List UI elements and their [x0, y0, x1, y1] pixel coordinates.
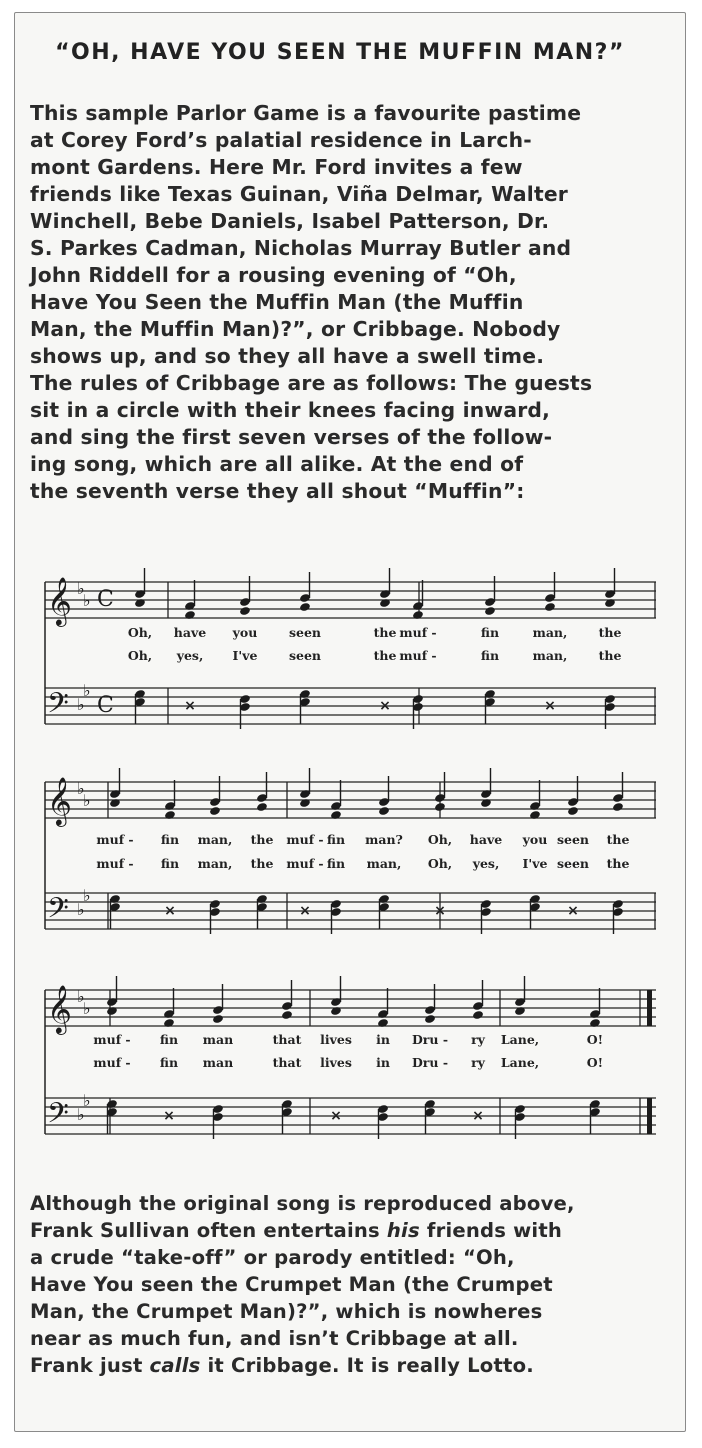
lyric-verse-1: Oh,: [427, 832, 453, 847]
flat-sign: ♭: [77, 987, 85, 1006]
lyric-verse-2: man,: [197, 856, 233, 871]
notehead: [484, 606, 496, 616]
notehead: [281, 1010, 293, 1020]
flat-sign: ♭: [77, 779, 85, 798]
flat-sign: ♭: [77, 900, 85, 919]
intro-line: Winchell, Bebe Daniels, Isabel Patterson, Dr.: [30, 209, 550, 233]
lyric-verse-1: the: [598, 625, 622, 640]
lyric-verse-2: in: [376, 1055, 390, 1070]
flat-sign: ♭: [77, 695, 85, 714]
notehead: [378, 806, 390, 816]
outro-text: Frank just: [30, 1354, 150, 1377]
rest-symbol: ×: [567, 903, 579, 919]
notehead: [212, 1014, 224, 1024]
lyric-verse-2: fin: [326, 856, 346, 871]
lyric-verse-1: ry: [471, 1032, 485, 1047]
notehead: [612, 802, 624, 812]
lyric-verse-2: Oh,: [127, 648, 153, 663]
lyric-verse-1: fin: [160, 832, 180, 847]
intro-line: John Riddell for a rousing evening of “Oh,: [30, 263, 517, 287]
lyric-verse-1: the: [373, 625, 397, 640]
emphasis-calls: calls: [149, 1354, 201, 1377]
flat-sign: ♭: [83, 791, 91, 810]
outro-line: Although the original song is reproduced above,: [30, 1192, 575, 1215]
emphasis-his: his: [386, 1219, 420, 1242]
lyric-verse-2: Lane,: [500, 1055, 540, 1070]
bass-clef: 𝄢: [47, 1097, 69, 1137]
outro-text: it Cribbage. It is really Lotto.: [200, 1354, 534, 1377]
notehead: [299, 602, 311, 612]
intro-line: shows up, and so they all have a swell time.: [30, 344, 545, 368]
common-time-sign: C: [97, 693, 114, 718]
lyric-verse-2: O!: [586, 1055, 604, 1070]
lyric-verse-2: that: [272, 1055, 302, 1070]
lyric-verse-2: lives: [320, 1055, 352, 1070]
intro-line: friends like Texas Guinan, Viña Delmar, Walter: [30, 182, 569, 206]
intro-line: Man, the Muffin Man)?”, or Cribbage. Nobody: [30, 317, 561, 341]
lyric-verse-1: fin: [480, 625, 500, 640]
lyric-verse-2: fin: [160, 856, 180, 871]
lyric-verse-2: Oh,: [427, 856, 453, 871]
lyric-verse-2: the: [250, 856, 274, 871]
treble-clef: 𝄞: [47, 984, 72, 1033]
lyric-verse-2: Dru -: [411, 1055, 449, 1070]
lyric-verse-1: man: [202, 1032, 234, 1047]
lyric-verse-2: man: [202, 1055, 234, 1070]
notehead: [209, 806, 221, 816]
lyric-verse-2: fin: [480, 648, 500, 663]
notehead: [434, 802, 446, 812]
notehead: [567, 806, 579, 816]
lyric-verse-1: in: [376, 1032, 390, 1047]
lyric-verse-1: O!: [586, 1032, 604, 1047]
outro-text: Frank Sullivan often entertains: [30, 1219, 387, 1242]
lyric-verse-1: have: [173, 625, 207, 640]
rest-symbol: ×: [379, 698, 391, 714]
lyric-verse-2: the: [606, 856, 630, 871]
intro-line: This sample Parlor Game is a favourite pastime: [30, 101, 582, 125]
intro-line: The rules of Cribbage are as follows: The guests: [30, 371, 593, 395]
lyric-verse-1: Lane,: [500, 1032, 540, 1047]
lyric-verse-1: seen: [288, 625, 322, 640]
lyric-verse-1: you: [232, 625, 258, 640]
final-barline: [647, 990, 652, 1026]
lyric-verse-1: muf -: [286, 832, 324, 847]
lyric-verse-1: man,: [532, 625, 568, 640]
outro-paragraph: [30, 1190, 642, 1379]
common-time-sign: C: [97, 587, 114, 612]
outro-line: [30, 1352, 642, 1379]
intro-line: S. Parkes Cadman, Nicholas Murray Butler and: [30, 236, 572, 260]
outro-line: a crude “take-off” or parody entitled: “Oh,: [30, 1246, 515, 1269]
lyric-verse-2: muf -: [399, 648, 437, 663]
lyric-verse-2: ry: [471, 1055, 485, 1070]
flat-sign: ♭: [83, 999, 91, 1018]
lyric-verse-1: have: [469, 832, 503, 847]
intro-line: mont Gardens. Here Mr. Ford invites a few: [30, 155, 523, 179]
bass-clef: 𝄢: [47, 687, 69, 727]
lyric-verse-2: yes,: [472, 856, 500, 871]
lyric-verse-1: seen: [556, 832, 590, 847]
lyric-verse-1: lives: [320, 1032, 352, 1047]
lyric-verse-2: the: [373, 648, 397, 663]
lyric-verse-2: seen: [556, 856, 590, 871]
article-title: “OH, HAVE YOU SEEN THE MUFFIN MAN?”: [55, 40, 625, 65]
notehead: [472, 1010, 484, 1020]
lyric-verse-2: man,: [532, 648, 568, 663]
lyric-verse-1: man,: [197, 832, 233, 847]
notehead: [256, 802, 268, 812]
lyric-verse-2: man,: [366, 856, 402, 871]
flat-sign: ♭: [77, 579, 85, 598]
lyric-verse-1: man?: [365, 832, 403, 847]
rest-symbol: ×: [163, 1108, 175, 1124]
lyric-verse-1: you: [522, 832, 548, 847]
rest-symbol: ×: [184, 698, 196, 714]
flat-sign: ♭: [83, 1091, 91, 1110]
lyric-verse-2: yes,: [176, 648, 204, 663]
bass-clef: 𝄢: [47, 892, 69, 932]
treble-clef: 𝄞: [47, 776, 72, 825]
intro-line: and sing the first seven verses of the follow-: [30, 425, 553, 449]
outro-line: Have You seen the Crumpet Man (the Crumpet: [30, 1273, 553, 1296]
flat-sign: ♭: [83, 886, 91, 905]
lyric-verse-2: I've: [522, 856, 548, 871]
notehead: [424, 1014, 436, 1024]
rest-symbol: ×: [330, 1108, 342, 1124]
lyric-verse-1: muf -: [93, 1032, 131, 1047]
lyric-verse-2: muf -: [93, 1055, 131, 1070]
outro-line: [30, 1217, 642, 1244]
lyric-verse-2: I've: [232, 648, 258, 663]
rest-symbol: ×: [544, 698, 556, 714]
intro-line: the seventh verse they all shout “Muffin”:: [30, 479, 525, 503]
lyric-verse-2: the: [598, 648, 622, 663]
final-barline: [647, 1098, 652, 1134]
lyric-verse-2: muf -: [96, 856, 134, 871]
lyric-verse-2: fin: [159, 1055, 179, 1070]
lyric-verse-1: the: [250, 832, 274, 847]
intro-line: sit in a circle with their knees facing inward,: [30, 398, 551, 422]
flat-sign: ♭: [83, 591, 91, 610]
treble-clef: 𝄞: [47, 576, 72, 625]
lyric-verse-1: muf -: [399, 625, 437, 640]
flat-sign: ♭: [83, 681, 91, 700]
lyric-verse-1: the: [606, 832, 630, 847]
outro-line: near as much fun, and isn’t Cribbage at all.: [30, 1327, 519, 1350]
lyric-verse-1: that: [272, 1032, 302, 1047]
rest-symbol: ×: [299, 903, 311, 919]
notehead: [544, 602, 556, 612]
outro-line: Man, the Crumpet Man)?”, which is nowheres: [30, 1300, 543, 1323]
lyric-verse-1: fin: [326, 832, 346, 847]
rest-symbol: ×: [434, 903, 446, 919]
outro-text: friends with: [419, 1219, 563, 1242]
lyric-verse-1: muf -: [96, 832, 134, 847]
rest-symbol: ×: [164, 903, 176, 919]
notehead: [239, 606, 251, 616]
lyric-verse-1: fin: [159, 1032, 179, 1047]
intro-line: ing song, which are all alike. At the end of: [30, 452, 524, 476]
lyric-verse-2: muf -: [286, 856, 324, 871]
rest-symbol: ×: [472, 1108, 484, 1124]
intro-line: at Corey Ford’s palatial residence in Larch-: [30, 128, 532, 152]
flat-sign: ♭: [77, 1105, 85, 1124]
lyric-verse-1: Dru -: [411, 1032, 449, 1047]
lyric-verse-1: Oh,: [127, 625, 153, 640]
intro-line: Have You Seen the Muffin Man (the Muffin: [30, 290, 524, 314]
lyric-verse-2: seen: [288, 648, 322, 663]
